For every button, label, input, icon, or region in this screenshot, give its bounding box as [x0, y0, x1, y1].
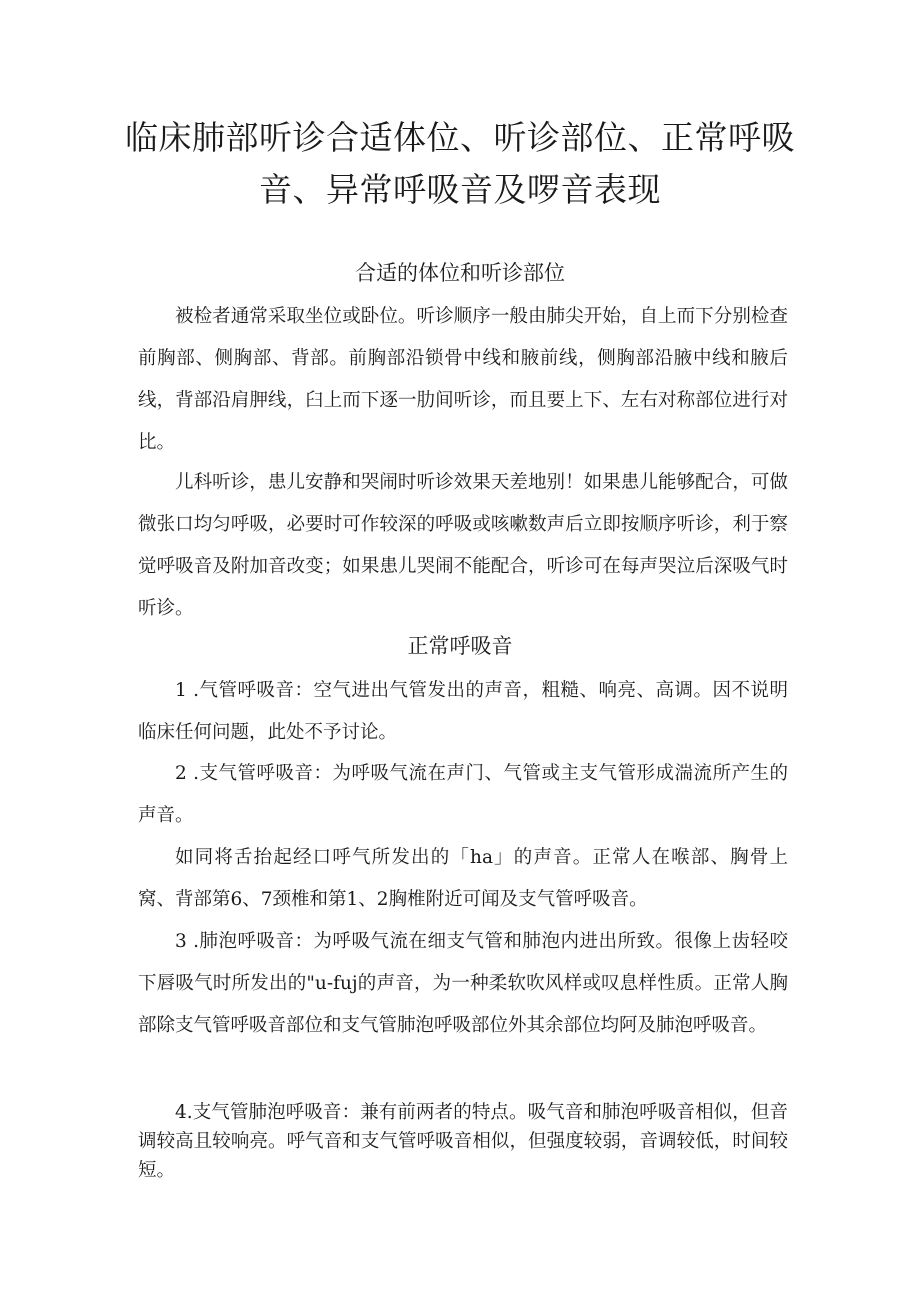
paragraph-bronchial-ha-sound: 如同将舌抬起经口呼气所发出的「ha」的声音。正常人在喉部、胸骨上窝、背部第6、7颈椎和第1、2胸椎附近可闻及支气管呼吸音。 — [138, 847, 788, 910]
paragraph-vesicular-breath-sound: 3 .肺泡呼吸音：为呼吸气流在细支气管和肺泡内进出所致。很像上齿轻咬下唇吸气时所发出的"u-fuj的声音，为一种柔软吹风样或叹息样性质。正常人胸部除支气管呼吸音部位和支气管肺泡呼吸部位外其余部位均阿及肺泡呼吸音。 — [138, 931, 788, 1036]
section-heading-position: 合适的体位和听诊部位 — [355, 261, 565, 285]
document-title: 临床肺部听诊合适体位、听诊部位、正常呼吸音、异常呼吸音及啰音表现 — [125, 118, 795, 209]
paragraph-tracheal-breath-sound: 1 .气管呼吸音：空气进出气管发出的声音，粗糙、响亮、高调。因不说明临床任何问题，此处不予讨论。 — [138, 680, 788, 743]
section-heading-normal-breath-sounds: 正常呼吸音 — [407, 634, 513, 658]
paragraph-position-order: 被检者通常采取坐位或卧位。听诊顺序一般由肺尖开始，自上而下分别检查前胸部、侧胸部、背部。前胸部沿锁骨中线和腋前线，侧胸部沿腋中线和腋后线，背部沿肩胛线，臼上而下逐一肋间听诊，而且要上下、左右对称部位进行对比。 — [138, 306, 788, 453]
paragraph-bronchial-breath-sound: 2 .支气管呼吸音：为呼吸气流在声门、气管或主支气管形成湍流所产生的声音。 — [138, 763, 788, 826]
paragraph-bronchovesicular-breath-sound: 4.支气管肺泡呼吸音：兼有前两者的特点。吸气音和肺泡呼吸音相似，但音调较高且较响亮。呼气音和支气管呼吸音相似，但强度较弱，音调较低，时间较短。 — [138, 1102, 788, 1181]
paragraph-pediatric-auscultation: 儿科听诊，患儿安静和哭闹时听诊效果天差地别！如果患儿能够配合，可做微张口均匀呼吸，必要时可作较深的呼吸或咳嗽数声后立即按顺序听诊，利于察觉呼吸音及附加音改变；如果患儿哭闹不能配合，听诊可在每声哭泣后深吸气时听诊。 — [138, 472, 788, 619]
